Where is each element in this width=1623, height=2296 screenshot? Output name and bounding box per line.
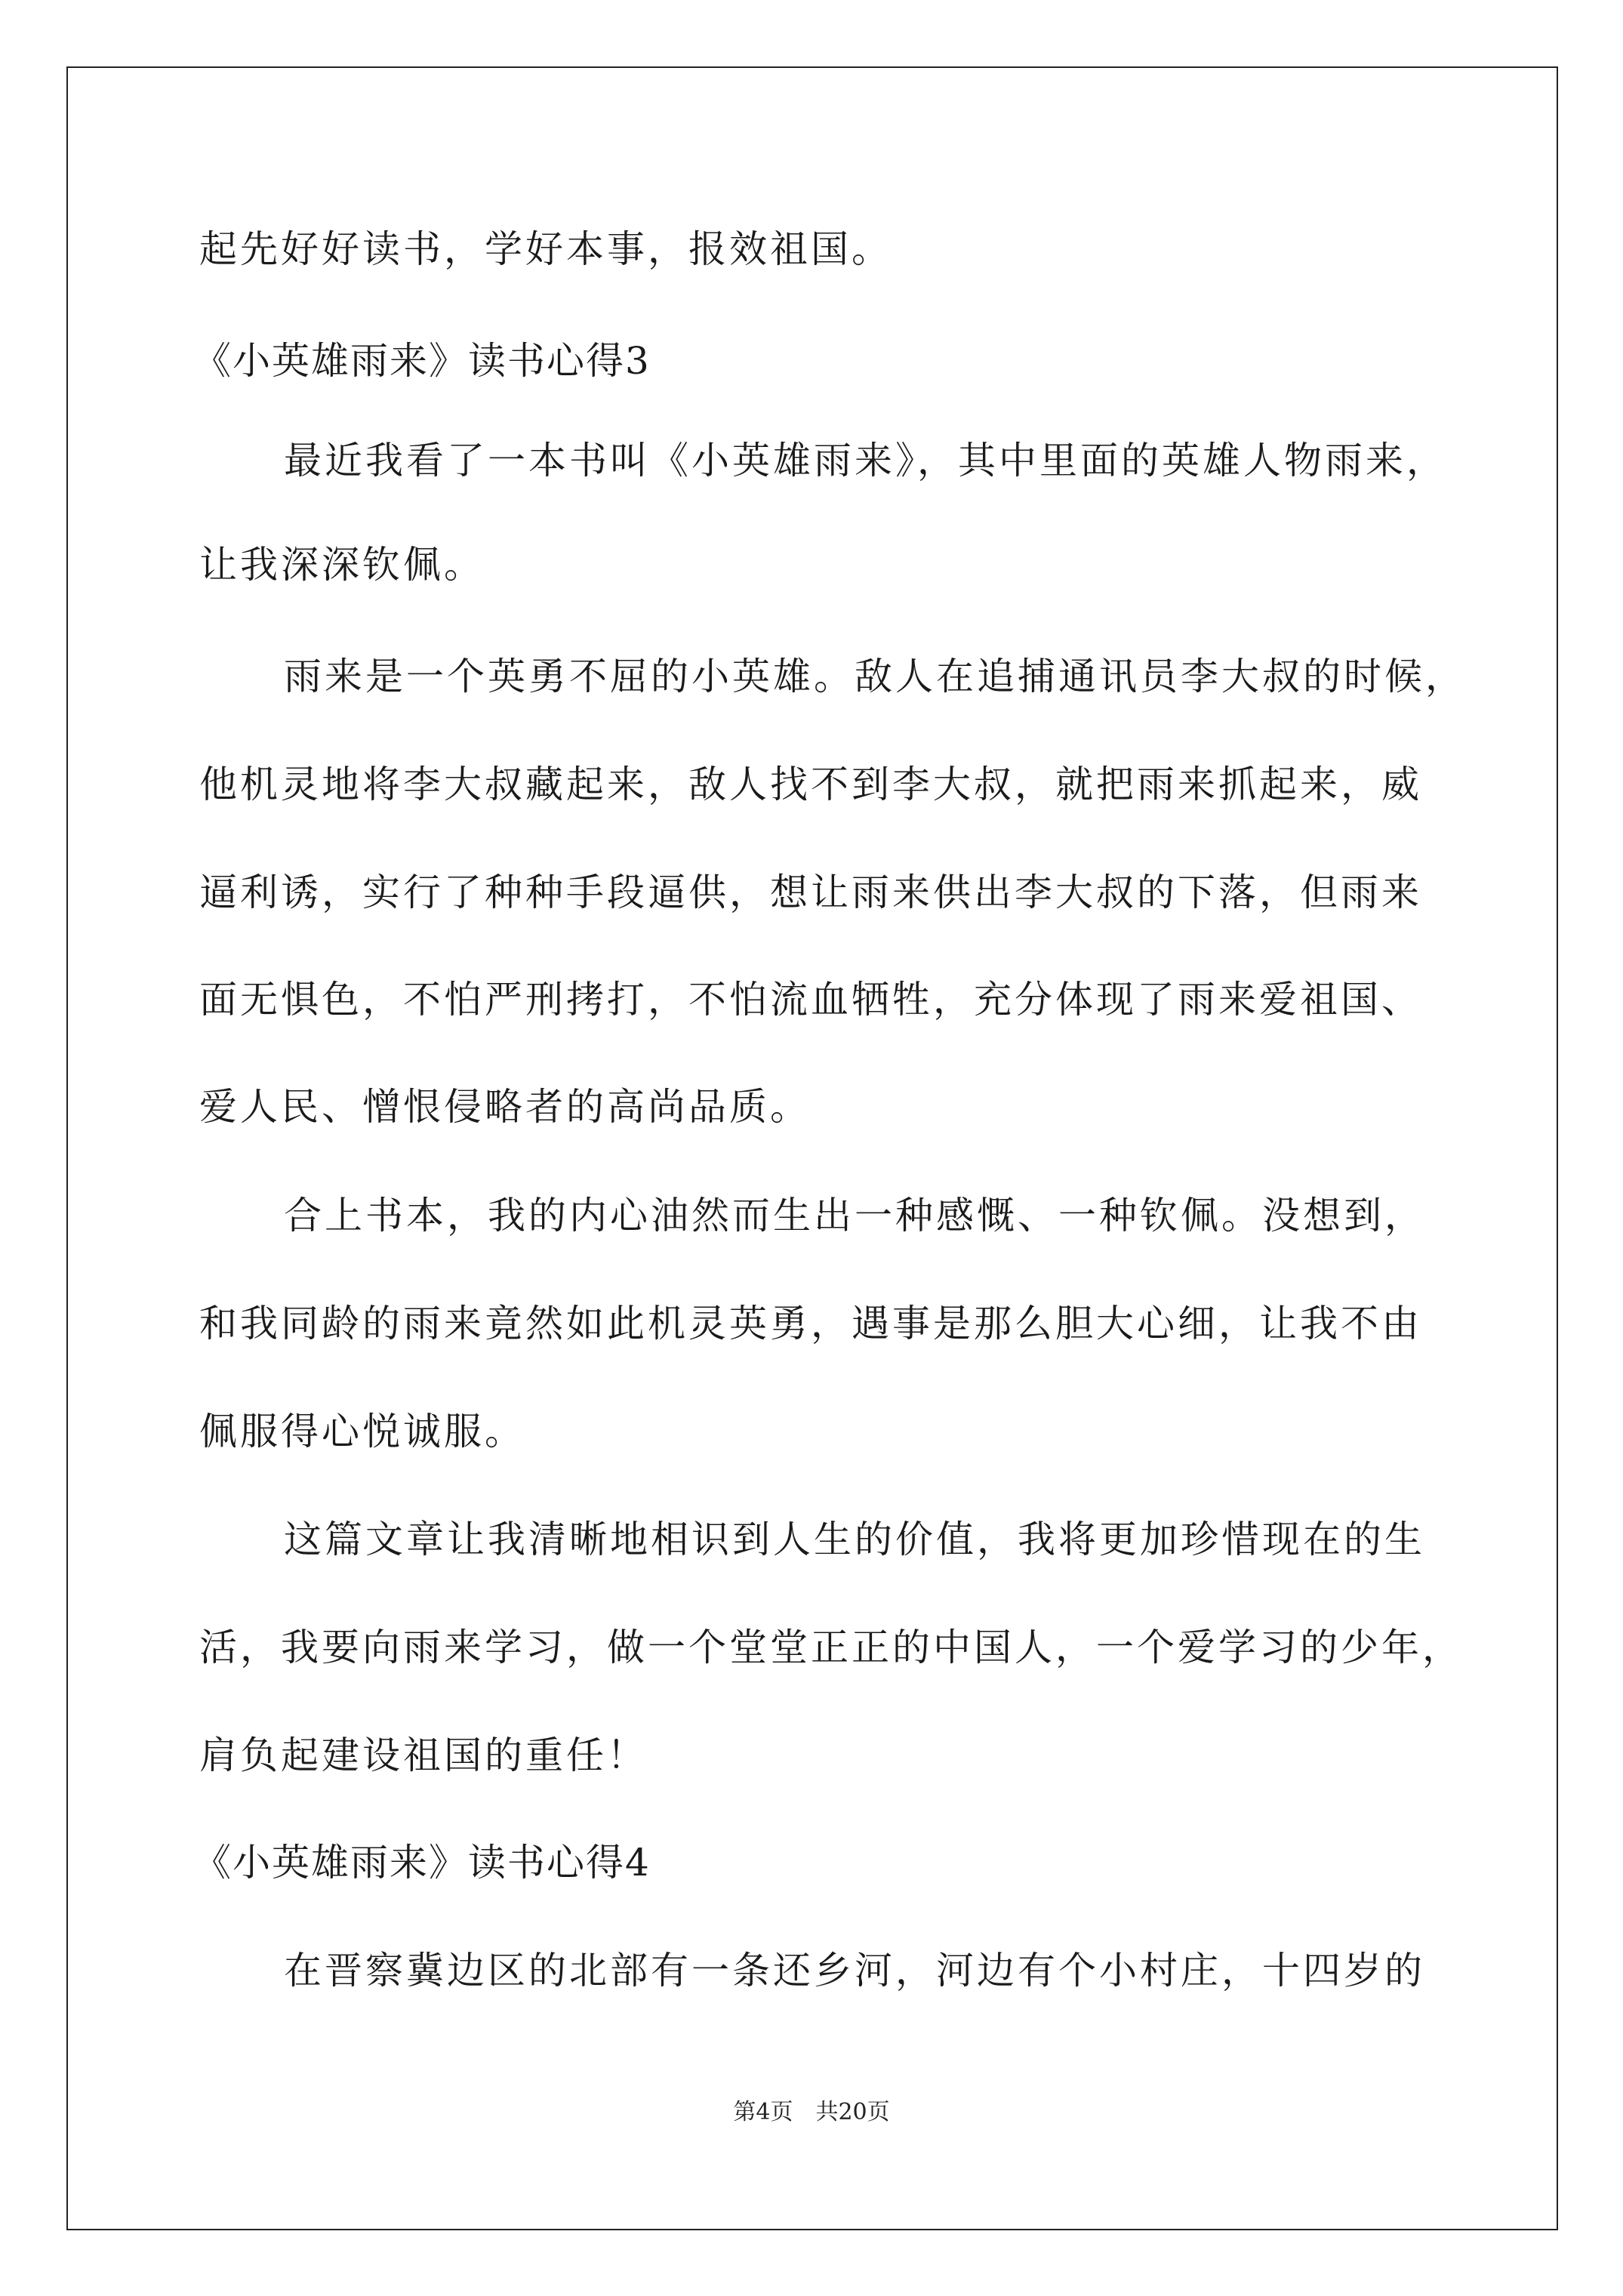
paragraph-line: 他机灵地将李大叔藏起来，敌人找不到李大叔，就把雨来抓起来，威 [199,763,1422,806]
paragraph-line: 让我深深钦佩。 [199,543,485,587]
paragraph-line: 活，我要向雨来学习，做一个堂堂正正的中国人，一个爱学习的少年， [199,1626,1463,1669]
paragraph-line: 雨来是一个英勇不屈的小英雄。敌人在追捕通讯员李大叔的时候， [284,655,1466,698]
paragraph-line: 起先好好读书，学好本事，报效祖国。 [199,227,892,271]
paragraph-line: 爱人民、憎恨侵略者的高尚品质。 [199,1085,811,1129]
paragraph-line: 和我同龄的雨来竟然如此机灵英勇，遇事是那么胆大心细，让我不由 [199,1302,1422,1345]
paragraph-line: 这篇文章让我清晰地相识到人生的价值，我将更加珍惜现在的生 [284,1518,1425,1561]
paragraph-line: 最近我看了一本书叫《小英雄雨来》，其中里面的英雄人物雨来， [284,439,1447,482]
page-number: 第4页 [733,2099,793,2125]
paragraph-line: 佩服得心悦诚服。 [199,1410,525,1453]
page-footer [0,2097,1623,2128]
section-heading: 《小英雄雨来》读书心得4 [193,1841,651,1885]
paragraph-line: 逼利诱，实行了种种手段逼供，想让雨来供出李大叔的下落，但雨来 [199,871,1422,914]
section-heading: 《小英雄雨来》读书心得3 [193,339,651,383]
page-border [66,66,1558,2230]
page-total: 共20页 [815,2099,890,2125]
paragraph-line: 在晋察冀边区的北部有一条还乡河，河边有个小村庄，十四岁的 [284,1949,1425,1992]
paragraph-line: 肩负起建设祖国的重任！ [199,1734,648,1777]
paragraph-line: 面无惧色，不怕严刑拷打，不怕流血牺牲，充分体现了雨来爱祖国、 [199,978,1422,1022]
paragraph-line: 合上书本，我的内心油然而生出一种感慨、一种钦佩。没想到， [284,1194,1425,1237]
